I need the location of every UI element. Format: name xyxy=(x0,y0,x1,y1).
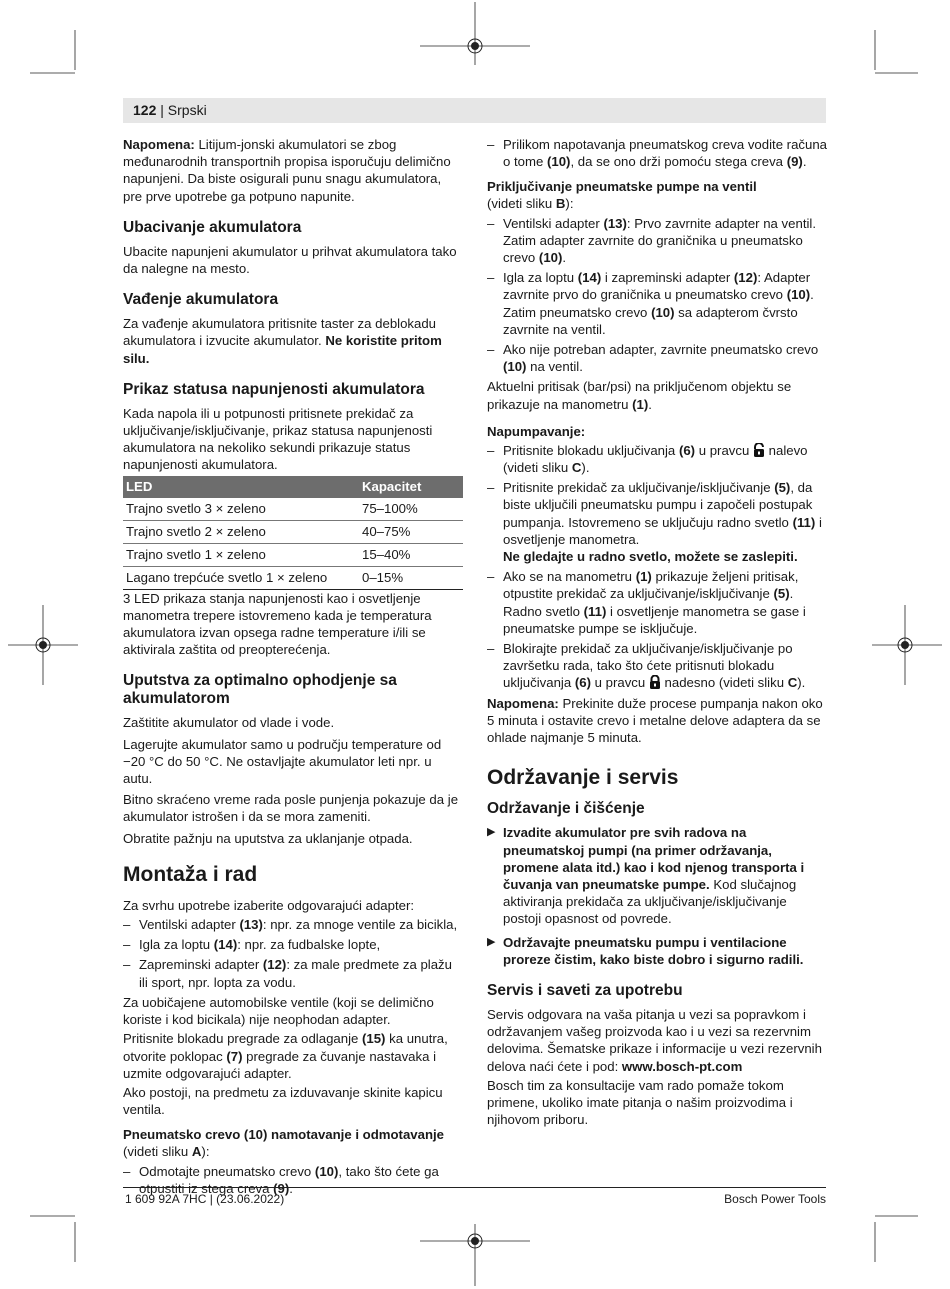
heading-remove-battery: Vađenje akumulatora xyxy=(123,291,279,309)
lock-icon xyxy=(649,675,661,689)
heading-hose: Pneumatsko crevo (10) namotavanje i odmotavanje xyxy=(123,1127,445,1143)
header-language: Srpski xyxy=(167,102,207,118)
list-item: – Ako se na manometru (1) prikazuje željeni pritisak, otpustite prekidač za uključivanje/isključivanje (5). Radno svetlo (11) i osvetljenje manometra se gase i pneumatske pumpe se isključuje. xyxy=(487,568,827,637)
table-header-capacity: Kapacitet xyxy=(359,476,463,498)
status-text: Kada napola ili u potpunosti pritisnete prekidač za uključivanje/isključivanje, prikaz statusa napunjenosti akumulatora na nekoliko sekundi prikazuje status napunjenosti akumulatora. xyxy=(123,405,433,473)
document-code: 1 609 92A 7HC | (23.06.2022) xyxy=(125,1192,285,1206)
service-text: Servis odgovara na vaša pitanja u vezi sa popravkom i održavanjem vašeg proizvoda kao i u vezi sa rezervnim delovima. Šematske prikaze i informacije u vezi rezervnih delova naći ćete i pod: www.bosch-pt.com xyxy=(487,1006,822,1074)
list-item: – Odmotajte pneumatsko crevo (10), tako što ćete ga otpustiti iz stega creva (9). xyxy=(123,1163,463,1197)
list-item: – Zapreminski adapter (12): za male predmete za plažu ili sport, npr. lopta za vodu. xyxy=(123,956,463,990)
table-header-led: LED xyxy=(123,476,359,498)
table-row: Lagano trepćuće svetlo 1 × zeleno 0–15% xyxy=(123,566,463,589)
list-item: – Ventilski adapter (13): npr. za mnoge ventile za bicikla, xyxy=(123,916,463,933)
heading-service-tips: Servis i saveti za upotrebu xyxy=(487,981,683,999)
list-item: – Blokirajte prekidač za uključivanje/isključivanje po završetku rada, tako što ćete pritisnuti blokadu uključivanja (6) u pravcu nadesno (videti sliku C). xyxy=(487,640,827,692)
header-separator: | xyxy=(160,102,164,118)
brand-name: Bosch Power Tools xyxy=(724,1192,826,1206)
list-item: – Pritisnite prekidač za uključivanje/isključivanje (5), da biste uključili pneumatsku pumpu i započeli postupak pumpanja. Istovremeno se uključuju radno svetlo (11) i osvetljenje manometra. Ne gledajte u radno svetlo, možete se zaslepiti. xyxy=(487,479,827,565)
heading-maintenance-service: Održavanje i servis xyxy=(487,766,679,790)
list-item: – Igla za loptu (14): npr. za fudbalske lopte, xyxy=(123,936,463,953)
service-url[interactable]: www.bosch-pt.com xyxy=(621,1058,743,1074)
page-footer xyxy=(123,1187,826,1206)
led-text: 3 LED prikaza stanja napunjenosti kao i osvetljenje manometra trepere istovremeno kada je temperatura akumulatora izvan opsega radne temperature i/ili se aktivirala zaštita od preopterećenja. xyxy=(123,590,432,658)
page-number: 122 xyxy=(133,102,157,118)
tip-item: Bitno skraćeno vreme rada posle punjenja pokazuje da je akumulator istrošen i da se mora zameniti. xyxy=(123,792,459,825)
heading-maintenance-cleaning: Održavanje i čišćenje xyxy=(487,800,645,818)
auto-valve-text: Za uobičajene automobilske ventile (koji se delimično koriste i kod bicikala) nije neophodan adapter. xyxy=(123,994,434,1028)
table-row: Trajno svetlo 1 × zeleno 15–40% xyxy=(123,543,463,566)
left-column xyxy=(123,136,463,1200)
service-text-2: Bosch tim za konsultacije vam rado pomaže tokom primene, ukoliko imate pitanja o našim proizvodima i njihovom priboru. xyxy=(487,1077,793,1128)
tip-item: Obratite pažnju na uputstva za uklanjanje otpada. xyxy=(123,830,413,846)
list-item: – Prilikom napotavanja pneumatskog creva vodite računa o tome (10), da se ono drži pomoću stega creva (9). xyxy=(487,136,827,170)
table-row: Trajno svetlo 3 × zeleno 75–100% xyxy=(123,498,463,521)
table-header-row xyxy=(123,476,463,498)
list-item: – Igla za loptu (14) i zapreminski adapter (12): Adapter zavrnite prvo do graničnika u pneumatsko crevo (10). Zatim pneumatsko crevo (10) sa adapterom čvrsto zavrnite na ventil. xyxy=(487,269,827,338)
right-column xyxy=(487,136,827,1130)
warning-text: Ne gledajte u radno svetlo, možete se zaslepiti. xyxy=(503,549,798,565)
heading-insert-battery: Ubacivanje akumulatora xyxy=(123,218,302,236)
assembly-intro: Za svrhu upotrebe izaberite odgovarajući adapter: xyxy=(123,897,415,913)
list-item: – Ventilski adapter (13): Prvo zavrnite adapter na ventil. Zatim adapter zavrnite do graničnika u pneumatsko crevo (10). xyxy=(487,215,827,267)
list-item: – Pritisnite blokadu uključivanja (6) u pravcu nalevo (videti sliku C). xyxy=(487,442,827,476)
note-battery: Napomena: Litijum-jonski akumulatori se zbog međunarodnih transportnih propisa isporučuju delimično napunjeni. Da biste osigurali punu snagu akumulatora, pre prve upotrebe ga potpuno napunite. xyxy=(123,137,451,204)
list-item: – Ako nije potreban adapter, zavrnite pneumatsko crevo (10) na ventil. xyxy=(487,341,827,375)
valve-cap-text: Ako postoji, na predmetu za izduvavanje skinite kapicu ventila. xyxy=(123,1084,443,1118)
remove-text: Za vađenje akumulatora pritisnite taster za deblokadu akumulatora i izvucite akumulator. Ne koristite pritom silu. xyxy=(123,316,442,366)
tip-item: Lagerujte akumulator samo u području temperature od −20 °C do 50 °C. Ne ostavljajte akumulator leti npr. u autu. xyxy=(123,736,442,787)
table-row: Trajno svetlo 2 × zeleno 40–75% xyxy=(123,520,463,543)
heading-assembly-operation: Montaža i rad xyxy=(123,862,258,886)
insert-text: Ubacite napunjeni akumulator u prihvat akumulatora tako da nalegne na mesto. xyxy=(123,243,457,277)
heading-charge-status: Prikaz statusa napunjenosti akumulatora xyxy=(123,380,425,398)
tip-item: Zaštitite akumulator od vlade i vode. xyxy=(123,715,335,731)
list-item: ▶ Održavajte pneumatsku pumpu i ventilacione proreze čistim, kako biste dobro i sigurno radili. xyxy=(487,934,827,968)
led-capacity-table xyxy=(123,476,463,590)
heading-connect-pump: Priključivanje pneumatske pumpe na ventil xyxy=(487,179,757,195)
compartment-text: Pritisnite blokadu pregrade za odlaganje (15) ka unutra, otvorite poklopac (7) pregrade za čuvanje nastavaka i uzmite odgovarajući adapter. xyxy=(123,1031,448,1081)
note-pumping: Napomena: Prekinite duže procese pumpanja nakon oko 5 minuta i ostavite crevo i metalne delove adaptera da se ohlade najmanje 5 minuta. xyxy=(487,695,823,746)
connect-subtitle: (videti sliku B): xyxy=(487,196,574,212)
hose-subtitle: (videti sliku A): xyxy=(123,1144,210,1160)
heading-battery-tips: Uputstva za optimalno ophodjenje sa akumulatorom xyxy=(123,672,397,708)
list-item: ▶ Izvadite akumulator pre svih radova na pneumatskoj pumpi (na primer održavanja, promene alata itd.) kao i kod njenog transporta i čuvanja van pneumatske pumpe. Kod slučajnog aktiviranja prekidača za uključivanje/isključivanje postoji opasnost od povrede. xyxy=(487,824,827,927)
page-header xyxy=(123,98,826,123)
pressure-text: Aktuelni pritisak (bar/psi) na priključenom objektu se prikazuje na manometru (1). xyxy=(487,379,792,412)
unlock-icon xyxy=(753,443,765,457)
heading-pumping: Napumpavanje: xyxy=(487,423,586,439)
